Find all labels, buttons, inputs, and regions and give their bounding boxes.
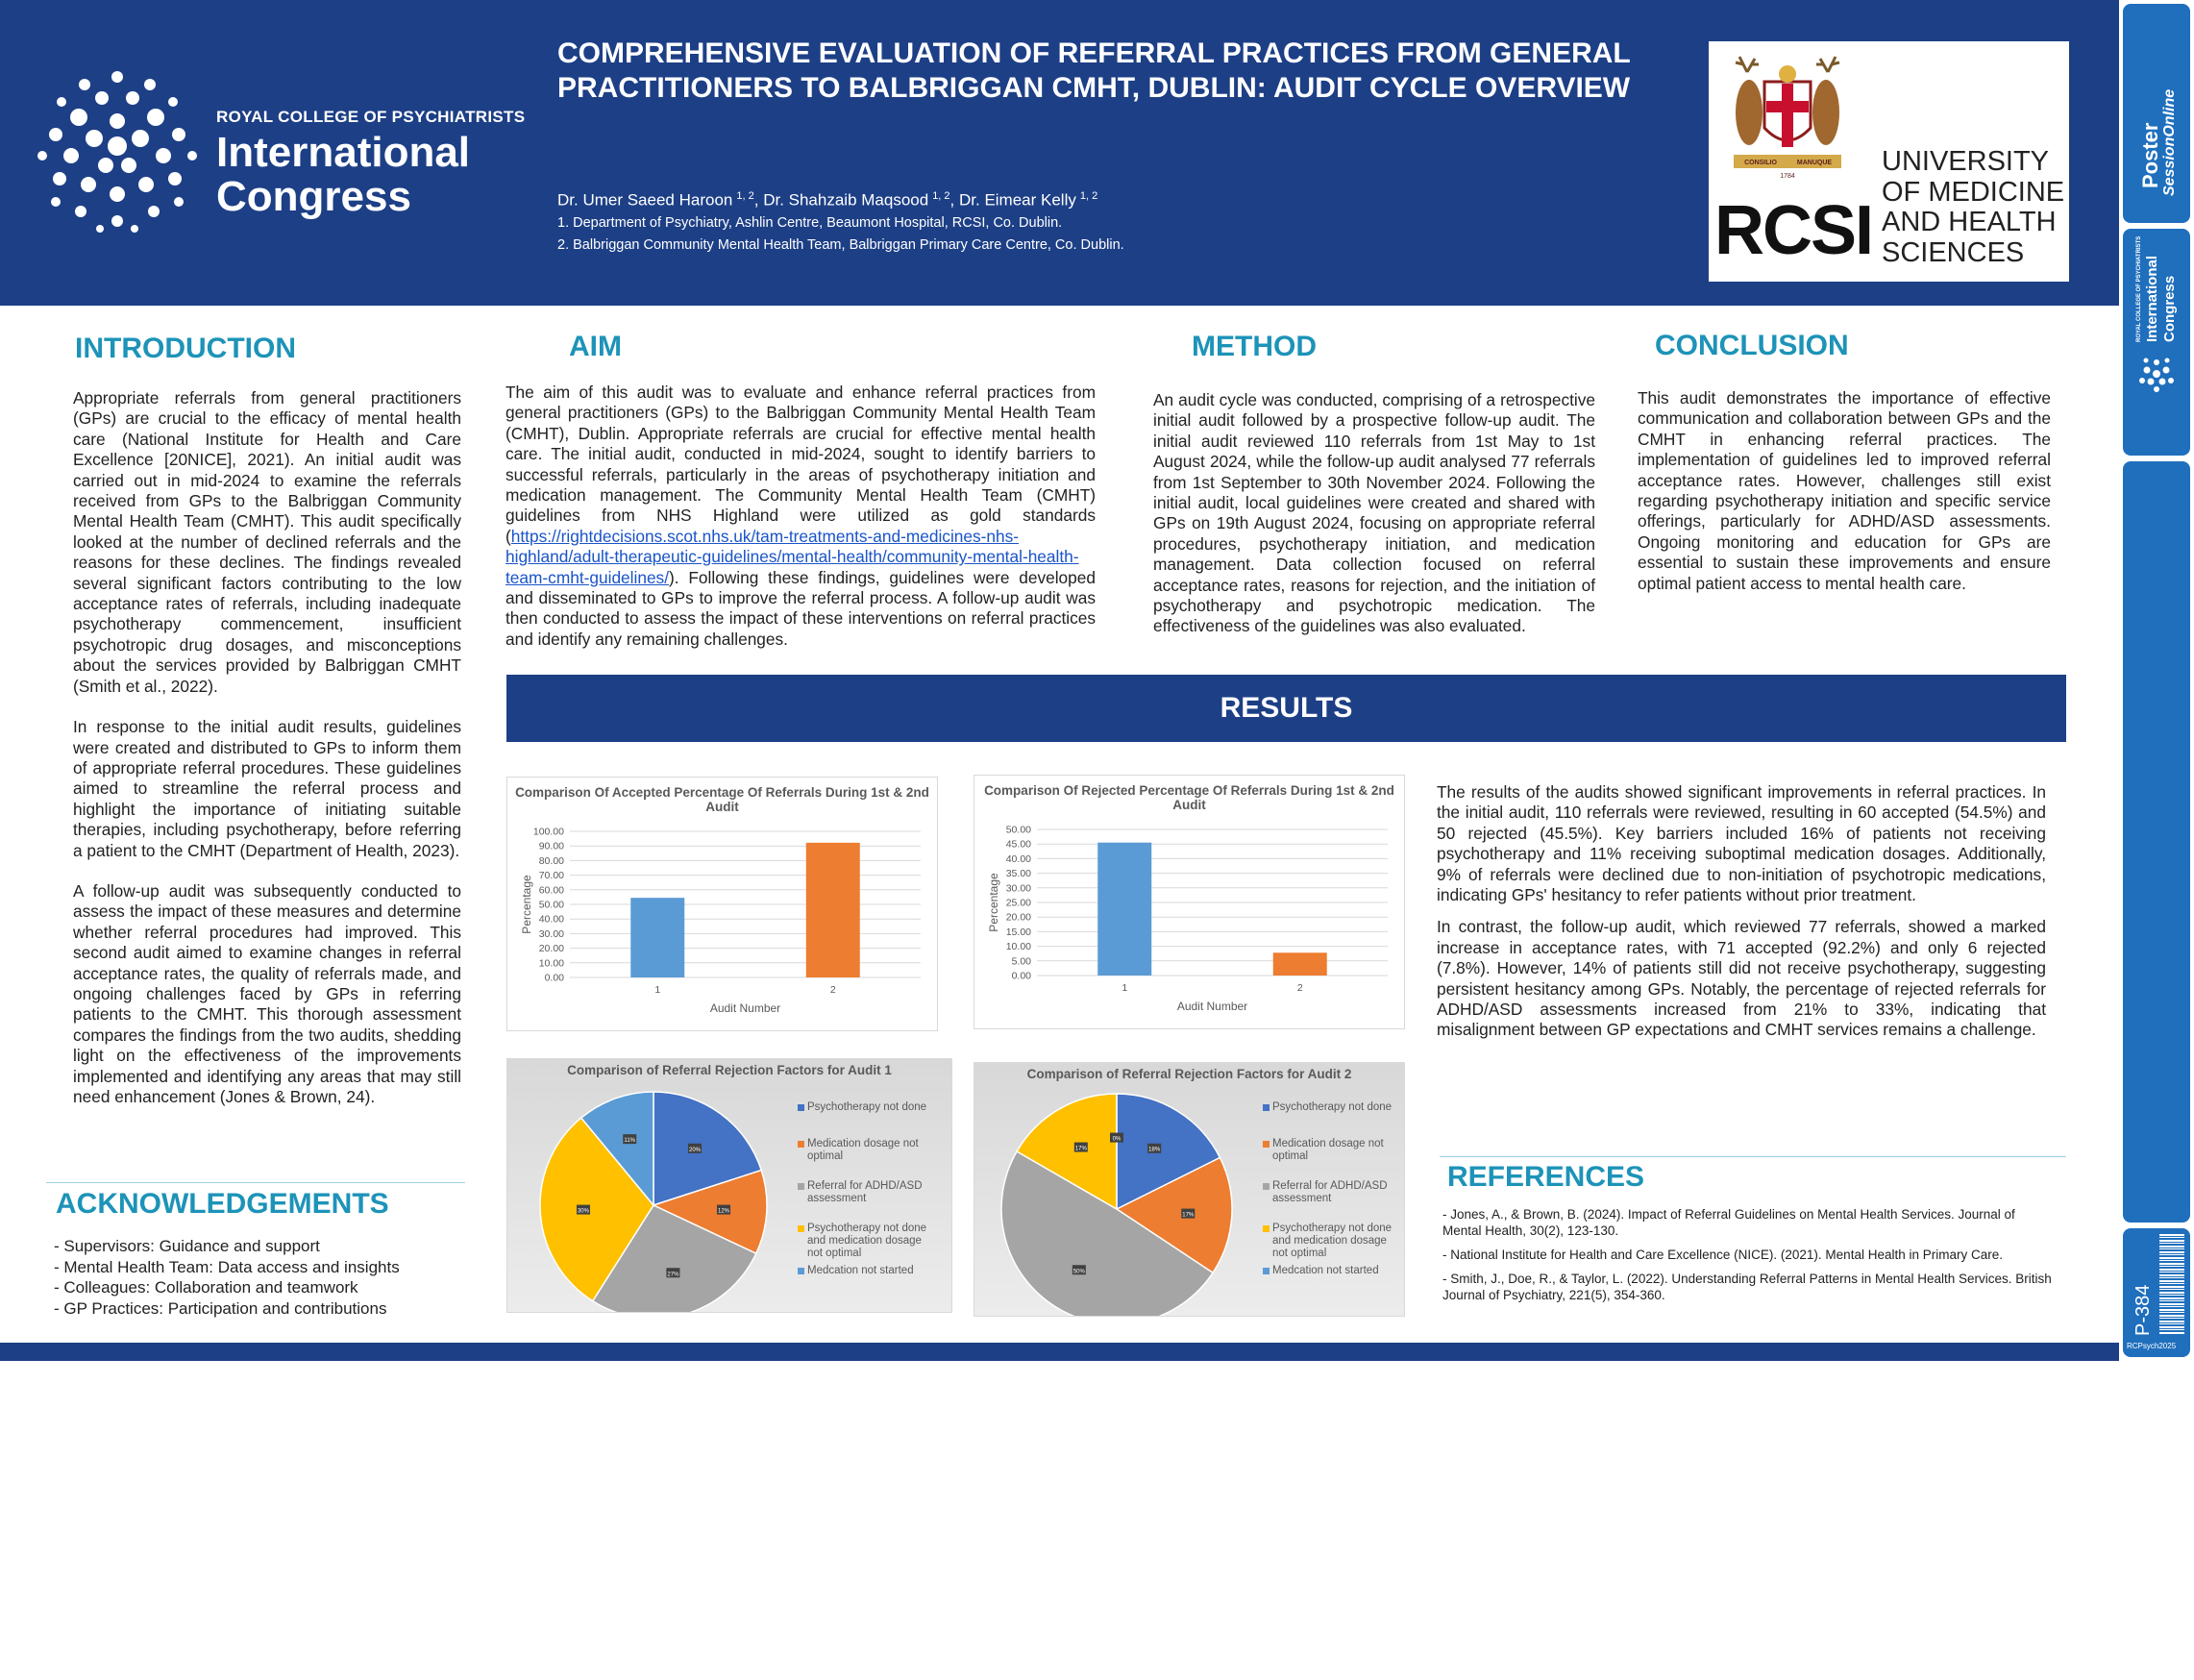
x-tick-label: 2: [829, 984, 836, 996]
footer-bar: [0, 1343, 2119, 1361]
legend-label: Medcation not started: [807, 1265, 914, 1276]
bar: [1273, 952, 1327, 976]
legend-swatch: [1263, 1104, 1270, 1111]
accepted-bar-chart-plot: [507, 778, 937, 1030]
crest-year: 1784: [1780, 173, 1795, 180]
crest-motto-left: CONSILIO: [1744, 160, 1777, 166]
slice-label: 30%: [577, 1208, 589, 1215]
y-tick-label: 70.00: [538, 870, 564, 882]
legend-label: Referral for ADHD/ASD assessment: [1272, 1180, 1388, 1204]
y-tick-label: 40.00: [1005, 852, 1031, 865]
legend-label: Medcation not started: [1272, 1265, 1379, 1276]
bar: [1097, 843, 1151, 976]
audit1-pie-chart: [506, 1058, 952, 1313]
slice-label: 12%: [718, 1208, 730, 1215]
conclusion-body: This audit demonstrates the importance of effective communication and collaboration between GPs and the CMHT in enhancing referral practices. The implementation of guidelines led to improved referral acceptance rates. However, challenges still exist regarding psychotherapy initiation and specific service offerings, particularly for ADHD/ASD assessments. Ongoing monitoring and education for GPs are essential to sustain these improvements and ensure optimal patient access to mental health care.: [1638, 388, 2051, 593]
y-tick-label: 10.00: [538, 957, 564, 970]
legend-label: Medication dosage not optimal: [1272, 1138, 1384, 1162]
affiliation-1: 1. Department of Psychiatry, Ashlin Centre, Beaumont Hospital, RCSI, Co. Dublin.: [557, 215, 1063, 231]
author-sup: 1, 2: [1079, 190, 1098, 202]
side-logo-icon: [2134, 352, 2179, 396]
side-topic: 5 Audit: [2132, 1644, 2146, 1680]
chart-title: Comparison Of Accepted Percentage Of Referrals During 1st & 2nd Audit: [515, 785, 929, 814]
method-body: An audit cycle was conducted, comprising of a retrospective initial audit followed by a prospective follow-up audit. The initial audit reviewed 110 referrals from 1st May to 1st August 2024, while the follow-up audit analysed 77 referrals from 1st September to 30th November 2024. Following the initial audit, local guidelines were created and shared with GPs on 19th August 2024, focusing on appropriate referral procedures, psychotherapy initiation, and medication management. Data collection focused on referral acceptance rates, reasons for rejection, and the initiation of psychotherapy and psychotropic medication. The effectiveness of the guidelines was also evaluated.: [1153, 390, 1595, 636]
legend-swatch: [798, 1268, 804, 1274]
legend-swatch: [798, 1141, 804, 1148]
legend-swatch: [1263, 1268, 1270, 1274]
acknowledgement-item: - Mental Health Team: Data access and insights: [54, 1257, 400, 1276]
introduction-body: [73, 388, 461, 1107]
slice-label: 17%: [1074, 1146, 1087, 1152]
rcsi-name-line: OF MEDICINE: [1882, 176, 2065, 208]
audit2-pie-chart: [974, 1062, 1405, 1317]
rejected-bar-chart-plot: [974, 776, 1404, 1028]
legend-label: Psychotherapy not done and medication dosage not optimal: [807, 1223, 927, 1259]
y-tick-label: 0.00: [1011, 970, 1031, 982]
side-id-box: [2123, 1228, 2190, 1357]
y-tick-label: 60.00: [538, 884, 564, 897]
y-tick-label: 50.00: [1005, 824, 1031, 836]
legend-swatch: [1263, 1183, 1270, 1190]
y-tick-label: 15.00: [1005, 926, 1031, 938]
author-sup: 1, 2: [932, 190, 950, 202]
audit1-pie-legend: [798, 1101, 951, 1294]
author-sup: 1, 2: [736, 190, 754, 202]
introduction-title: INTRODUCTION: [75, 333, 296, 364]
logo-small-text: ROYAL COLLEGE OF PSYCHIATRISTS: [216, 108, 526, 126]
y-tick-label: 80.00: [538, 854, 564, 867]
method-title: METHOD: [1192, 331, 1317, 362]
aim-text: The aim of this audit was to evaluate and enhance referral practices from general practitioners (GPs) to the Balbriggan Community Mental Health Team (CMHT), Dublin. Appropriate referrals are crucial for effective mental health care. The initial audit, conducted in mid-2024, sought to identify barriers to successful referrals, particularly in the areas of psychotherapy initiation and medication management. The Community Mental Health Team (CMHT) guidelines from NHS Highland were utilized as gold standards (: [505, 383, 1096, 546]
references-list: [1442, 1206, 2058, 1303]
poster-id: P-384: [2132, 1284, 2154, 1336]
bar: [630, 898, 684, 977]
slice-label: 0%: [1112, 1136, 1122, 1143]
legend-item: [798, 1138, 932, 1163]
author-list: Dr. Umer Saeed Haroon $^{1, 2}$, Dr. Shahzaib Maqsood $^{1, 2}$, Dr. Eimear Kelly $^{1, 2}$: [557, 190, 1098, 210]
legend-swatch: [1263, 1225, 1270, 1232]
congress-logo-text: [216, 108, 525, 219]
y-tick-label: 50.00: [538, 899, 564, 911]
legend-item: [1263, 1101, 1397, 1114]
slice-label: 20%: [688, 1147, 702, 1153]
y-tick-label: 20.00: [1005, 911, 1031, 924]
legend-item: [1263, 1265, 1397, 1277]
legend-swatch: [798, 1183, 804, 1190]
rcsi-abbr: RCSI: [1714, 192, 1873, 269]
legend-label: Psychotherapy not done: [807, 1101, 927, 1113]
y-tick-label: 35.00: [1005, 868, 1031, 880]
header-banner: [0, 0, 2119, 306]
conclusion-title: CONCLUSION: [1655, 330, 1849, 361]
logo-line1: International: [216, 129, 471, 176]
slice-label: 27%: [667, 1272, 679, 1278]
y-tick-label: 30.00: [538, 927, 564, 940]
side-congress-2: Congress: [2161, 275, 2178, 342]
y-tick-label: 90.00: [538, 840, 564, 852]
legend-swatch: [798, 1225, 804, 1232]
chart-title: Comparison of Referral Rejection Factors for Audit 1: [567, 1063, 892, 1077]
y-tick-label: 100.00: [532, 826, 564, 838]
rcsi-logo: [1709, 41, 2069, 282]
reference-item: - National Institute for Health and Care Excellence (NICE). (2021). Mental Health in Primary Care.: [1442, 1248, 2003, 1262]
y-tick-label: 5.00: [1011, 955, 1031, 968]
side-author: Saeed Haroon Umer: [2159, 1573, 2173, 1680]
aim-body: [505, 383, 1096, 650]
legend-item: [798, 1223, 932, 1260]
audit2-pie-legend: [1263, 1101, 1404, 1294]
reference-item: - Jones, A., & Brown, B. (2024). Impact of Referral Guidelines on Mental Health Services. Journal of Mental Health, 30(2), 123-130.: [1442, 1207, 2015, 1238]
side-strip: [2119, 0, 2194, 1680]
slice-label: 50%: [1072, 1269, 1085, 1275]
chart-title: Comparison Of Rejected Percentage Of Referrals During 1st & 2nd Audit: [984, 783, 1394, 812]
legend-label: Referral for ADHD/ASD assessment: [807, 1180, 923, 1204]
rcsi-name-line: UNIVERSITY: [1882, 146, 2050, 177]
guidelines-link[interactable]: https://rightdecisions.scot.nhs.uk/tam-treatments-and-medicines-nhs-highland/adult-therapeutic-guidelines/mental-health/community-mental-health-team-cmht-guidelines/: [505, 526, 1079, 587]
introduction-paragraph: In response to the initial audit results, guidelines were created and distributed to GPs to inform them of appropriate referral procedures. These guidelines aimed to streamline the referral process and highlight the importance of initiating suitable therapies, including psychotherapy, before referring a patient to the CMHT (Department of Health, 2023).: [73, 717, 461, 860]
x-tick-label: 1: [654, 984, 661, 996]
congress-logo-icon: [21, 50, 213, 242]
acknowledgement-item: - GP Practices: Participation and contributions: [54, 1298, 387, 1318]
y-tick-label: 0.00: [544, 972, 564, 984]
crest-motto-right: MANUQUE: [1796, 160, 1833, 166]
y-axis-label: Percentage: [520, 875, 533, 934]
rcsi-name-line: AND HEALTH: [1882, 207, 2057, 237]
y-tick-label: 20.00: [538, 943, 564, 955]
legend-item: [1263, 1138, 1397, 1163]
y-tick-label: 10.00: [1005, 941, 1031, 953]
legend-item: [1263, 1180, 1397, 1205]
author-name: Dr. Shahzaib Maqsood: [763, 190, 929, 210]
slice-label: 17%: [1182, 1212, 1195, 1219]
y-tick-label: 45.00: [1005, 838, 1031, 851]
rcsi-crest-icon: [1726, 53, 1849, 187]
legend-label: Psychotherapy not done and medication dosage not optimal: [1272, 1223, 1393, 1259]
aim-title: AIM: [569, 331, 622, 362]
y-tick-label: 25.00: [1005, 897, 1031, 909]
logo-line2: Congress: [216, 173, 411, 220]
legend-swatch: [798, 1104, 804, 1111]
author-name: Dr. Umer Saeed Haroon: [557, 190, 733, 210]
legend-item: [1263, 1223, 1397, 1260]
y-axis-label: Percentage: [987, 873, 1000, 932]
x-tick-label: 1: [1122, 982, 1128, 994]
references-title: REFERENCES: [1447, 1161, 1645, 1193]
event-label: RCPsych2025: [2127, 1342, 2177, 1350]
chart-title: Comparison of Referral Rejection Factors for Audit 2: [1026, 1067, 1352, 1081]
divider: [46, 1182, 465, 1183]
introduction-paragraph: A follow-up audit was subsequently conducted to assess the impact of these measures and determine whether referral procedures had improved. This second audit aimed to examine changes in referral acceptance rates, the quality of referrals made, and ongoing challenges faced by GPs in referring patients to the CMHT. This thorough assessment compares the findings from the two audits, shedding light on the effectiveness of the improvements implemented and identifying any areas that may still need enhancement (Jones & Brown, 24).: [73, 880, 461, 1106]
side-congress-1: International: [2144, 255, 2160, 342]
legend-item: [798, 1180, 932, 1205]
poster-title: COMPREHENSIVE EVALUATION OF REFERRAL PRACTICES FROM GENERAL PRACTITIONERS TO BALBRIGGAN CMHT, DUBLIN: AUDIT CYCLE OVERVIEW: [557, 37, 1631, 104]
legend-swatch: [1263, 1141, 1270, 1148]
x-tick-label: 2: [1296, 982, 1303, 994]
rejected-bar-chart: [974, 775, 1405, 1029]
results-paragraph: The results of the audits showed significant improvements in referral practices. In the initial audit, 110 referrals were reviewed, resulting in 60 accepted (54.5%) and 50 rejected (45.5%). Key barriers included 16% of patients not receiving psychotherapy and 11% receiving suboptimal medication dosages. Additionally, 9% of referrals were declined due to non-initiation of psychotropic medications, indicating GPs' hesitancy to refer patients without prior treatment.: [1437, 782, 2046, 905]
acknowledgement-item: - Colleagues: Collaboration and teamwork: [54, 1278, 358, 1297]
x-axis-label: Audit Number: [1176, 1000, 1248, 1013]
bar: [806, 843, 860, 977]
rcsi-name-line: SCIENCES: [1882, 236, 2025, 268]
brand-text-1: Poster: [2138, 122, 2162, 188]
divider: [1440, 1156, 2066, 1157]
postersession-logo: [2123, 4, 2190, 223]
brand-text-2: SessionOnline: [2161, 88, 2178, 196]
slice-label: 11%: [624, 1138, 636, 1145]
results-title: RESULTS: [506, 675, 2066, 742]
slice-label: 18%: [1148, 1147, 1161, 1153]
acknowledgements-title: ACKNOWLEDGEMENTS: [56, 1188, 389, 1220]
affiliation-2: 2. Balbriggan Community Mental Health Team, Balbriggan Primary Care Centre, Co. Dublin.: [557, 237, 1124, 253]
legend-item: [798, 1101, 932, 1114]
accepted-bar-chart: [506, 777, 938, 1031]
introduction-paragraph: Appropriate referrals from general practitioners (GPs) are crucial to the efficacy of mental health care (National Institute for Health and Care Excellence [20NICE], 2021). An initial audit was carried out in mid-2024 to examine the referrals received from GPs to the Balbriggan Community Mental Health Team (CMHT). This audit specifically looked at the number of declined referrals and the reasons for these declines. The findings revealed several significant factors contributing to the low acceptance rates of referrals, including inadequate psychotherapy commencement, insufficient psychotropic drug dosages, and misconceptions about the services provided by Balbriggan CMHT (Smith et al., 2022).: [73, 388, 461, 696]
legend-item: [798, 1265, 932, 1277]
y-tick-label: 40.00: [538, 913, 564, 926]
rcsi-name: [1882, 147, 2064, 268]
aim-text: ). Following these findings, guidelines were developed and disseminated to GPs to improve the referral process. A follow-up audit was then conducted to assess the impact of these interventions on referral practices and identify any remaining challenges.: [505, 567, 1096, 649]
x-axis-label: Audit Number: [709, 1001, 781, 1015]
results-paragraph: In contrast, the follow-up audit, which reviewed 77 referrals, showed a marked increase in acceptance rates, with 71 accepted (92.2%) and only 6 rejected (7.8%). However, 14% of patients still did not receive psychotherapy, suggesting persistent hesitancy among GPs. Notably, the percentage of rejected referrals for ADHD/ASD assessments increased from 21% to 33%, indicating that misalignment between GP expectations and CMHT services remains a challenge.: [1437, 917, 2046, 1040]
results-body: [1437, 782, 2046, 1041]
acknowledgements-list: [54, 1236, 400, 1319]
side-congress-small: ROYAL COLLEGE OF PSYCHIATRISTS: [2136, 235, 2142, 342]
barcode-icon: [2159, 1234, 2184, 1334]
acknowledgement-item: - Supervisors: Guidance and support: [54, 1237, 320, 1255]
author-name: Dr. Eimear Kelly: [959, 190, 1076, 210]
side-congress-logo: [2123, 229, 2190, 456]
legend-label: Psychotherapy not done: [1272, 1101, 1393, 1113]
legend-label: Medication dosage not optimal: [807, 1138, 919, 1162]
y-tick-label: 30.00: [1005, 882, 1031, 895]
reference-item: - Smith, J., Doe, R., & Taylor, L. (2022). Understanding Referral Patterns in Mental Health Services. British Journal of Psychiatry, 221(5), 354-360.: [1442, 1272, 2052, 1302]
